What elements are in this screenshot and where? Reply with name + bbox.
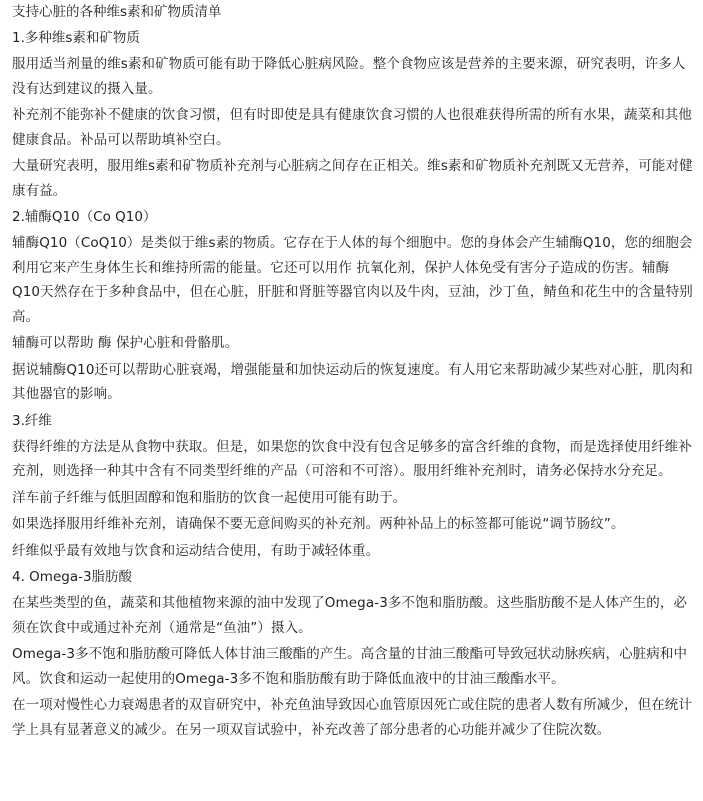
section-multivitamins xyxy=(12,26,695,203)
paragraph: 补充剂不能弥补不健康的饮食习惯，但有时即使是具有健康饮食习惯的人也很难获得所需的所有水果，蔬菜和其他健康食品。补品可以帮助填补空白。 xyxy=(12,107,692,148)
paragraph: 在一项对慢性心力衰竭患者的双盲研究中，补充鱼油导致因心血管原因死亡或住院的患者人数有所减少，但在统计学上具有显著意义的减少。在另一项双盲试验中，补充改善了部分患者的心功能并减少了住院次数。 xyxy=(12,697,692,738)
paragraph: 辅酶可以帮助 酶 保护心脏和骨骼肌。 xyxy=(12,335,239,351)
section-heading: 2.辅酶Q10（Co Q10） xyxy=(12,209,157,225)
document-title: 支持心脏的各种维s素和矿物质清单 xyxy=(12,4,222,20)
section-heading: 1.多种维s素和矿物质 xyxy=(12,30,140,46)
paragraph: 获得纤维的方法是从食物中获取。但是，如果您的饮食中没有包含足够多的富含纤维的食物，而是选择使用纤维补充剂，则选择一种其中含有不同类型纤维的产品（可溶和不可溶）。服用纤维补充剂时，请务必保持水分充足。 xyxy=(12,438,692,479)
section-fiber xyxy=(12,409,695,564)
section-heading: 4. Omega-3脂肪酸 xyxy=(12,569,133,585)
paragraph: 据说辅酶Q10还可以帮助心脏衰竭，增强能量和加快运动后的恢复速度。有人用它来帮助减少某些对心脏，肌肉和其他器官的影响。 xyxy=(12,361,693,402)
section-omega3 xyxy=(12,565,695,742)
paragraph: Omega-3多不饱和脂肪酸可降低人体甘油三酸酯的产生。高含量的甘油三酸酯可导致冠状动脉疾病，心脏病和中风。饮食和运动一起使用的Omega-3多不饱和脂肪酸有助于降低血液中的甘油三酸酯水平。 xyxy=(12,646,688,687)
paragraph: 如果选择服用纤维补充剂，请确保不要无意间购买的补充剂。两种补品上的标签都可能说“调节肠纹”。 xyxy=(12,516,625,532)
paragraph: 服用适当剂量的维s素和矿物质可能有助于降低心脏病风险。整个食物应该是营养的主要来源，研究表明，许多人没有达到建议的摄入量。 xyxy=(12,56,686,97)
paragraph: 洋车前子纤维与低胆固醇和饱和脂肪的饮食一起使用可能有助于。 xyxy=(12,489,407,506)
paragraph: 纤维似乎最有效地与饮食和运动结合使用，有助于减轻体重。 xyxy=(12,542,380,559)
paragraph: 辅酶Q10（CoQ10）是类似于维s素的物质。它存在于人体的每个细胞中。您的身体会产生辅酶Q10，您的细胞会利用它来产生身体生长和维持所需的能量。它还可以用作 抗氧化剂，保护人体免受有害分子造成的伤害。辅酶Q10天然存在于多种食品中，但在心脏，肝脏和肾脏等器官肉以及牛肉，豆油，沙丁鱼，鲭鱼和花生中的含量特别高。 xyxy=(12,235,693,325)
paragraph: 大量研究表明，服用维s素和矿物质补充剂与心脏病之间存在正相关。维s素和矿物质补充剂既又无营养，可能对健康有益。 xyxy=(12,158,693,199)
section-coq10 xyxy=(12,205,695,407)
paragraph: 在某些类型的鱼，蔬菜和其他植物来源的油中发现了Omega-3多不饱和脂肪酸。这些脂肪酸不是人体产生的，必须在饮食中或通过补充剂（通常是“鱼油”）摄入。 xyxy=(12,595,688,636)
section-heading: 3.纤维 xyxy=(12,412,52,429)
